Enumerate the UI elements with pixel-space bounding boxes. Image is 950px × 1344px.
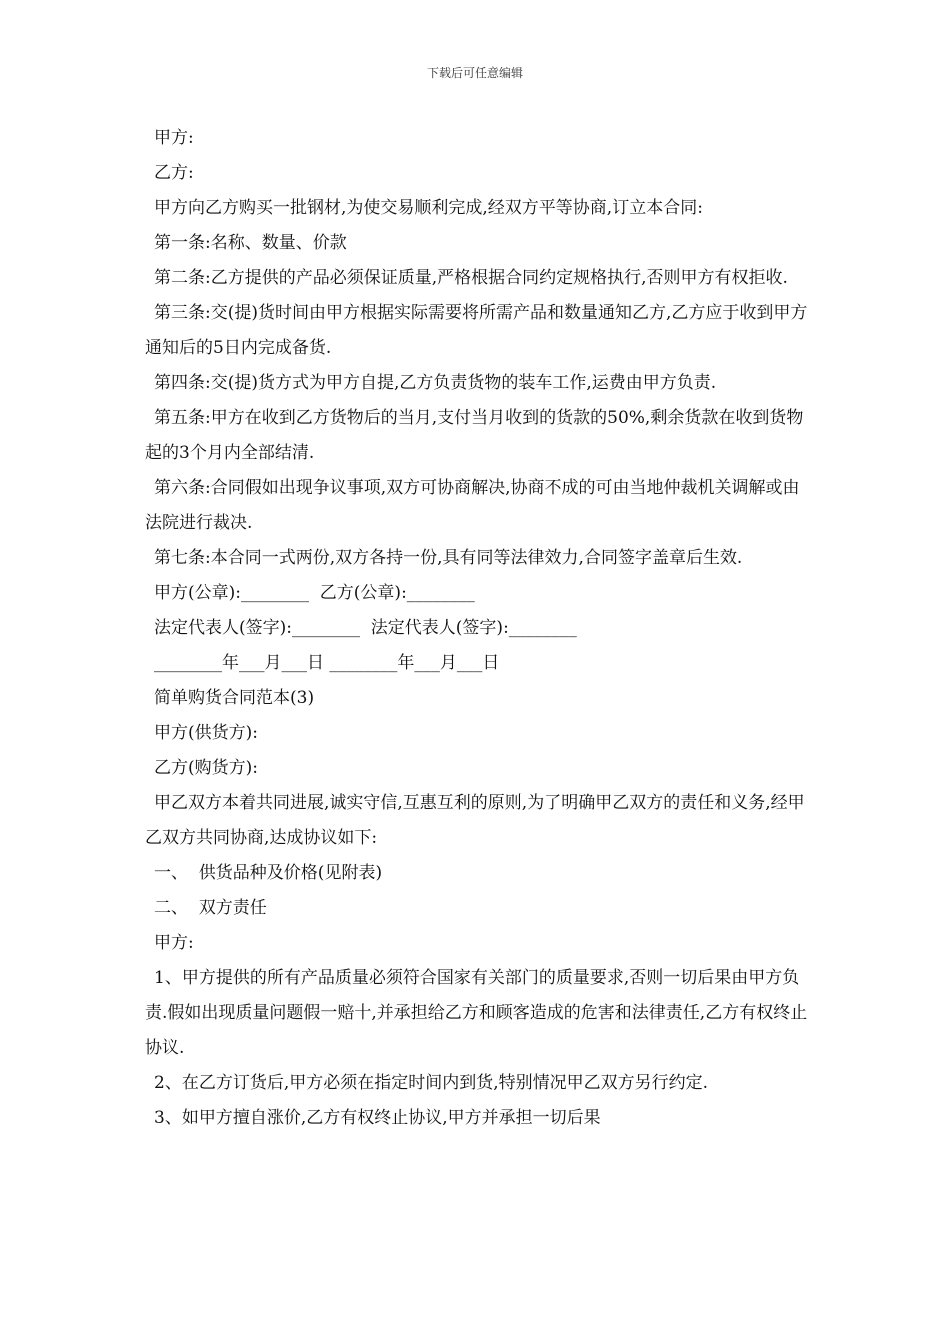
clause-3: 第三条:交(提)货时间由甲方根据实际需要将所需产品和数量通知乙方,乙方应于收到甲方通知后的5日内完成备货.: [145, 303, 808, 358]
document-body: [145, 121, 810, 1136]
party-a-label: 甲方:: [154, 128, 194, 148]
date-line: ________年___月___日 ________年___月___日: [154, 653, 500, 673]
purchaser-label: 乙方(购货方):: [154, 758, 258, 778]
clause-4: 第四条:交(提)货方式为甲方自提,乙方负责货物的装车工作,运费由甲方负责.: [154, 373, 717, 393]
clause-5: 第五条:甲方在收到乙方货物后的当月,支付当月收到的货款的50%,剩余货款在收到货物起的3个月内全部结清.: [145, 408, 804, 463]
signature-line: 法定代表人(签字):________ 法定代表人(签字):________: [154, 618, 577, 638]
item-2-heading: 二、 双方责任: [154, 898, 267, 918]
contract-preamble: 甲方向乙方购买一批钢材,为使交易顺利完成,经双方平等协商,订立本合同:: [154, 198, 703, 218]
duty-1: 1、甲方提供的所有产品质量必须符合国家有关部门的质量要求,否则一切后果由甲方负责.假如出现质量问题假一赔十,并承担给乙方和顾客造成的危害和法律责任,乙方有权终止协议.: [145, 968, 808, 1058]
party-b-label: 乙方:: [154, 163, 194, 183]
agreement-preamble: 甲乙双方本着共同进展,诚实守信,互惠互利的原则,为了明确甲乙双方的责任和义务,经甲乙双方共同协商,达成协议如下:: [145, 793, 805, 848]
clause-1: 第一条:名称、数量、价款: [154, 233, 347, 253]
clause-7: 第七条:本合同一式两份,双方各持一份,具有同等法律效力,合同签字盖章后生效.: [154, 548, 743, 568]
section-title: 简单购货合同范本(3): [154, 688, 315, 708]
clause-2: 第二条:乙方提供的产品必须保证质量,严格根据合同约定规格执行,否则甲方有权拒收.: [154, 268, 788, 288]
item-1-heading: 一、 供货品种及价格(见附表): [154, 863, 383, 883]
supplier-label: 甲方(供货方):: [154, 723, 258, 743]
page-header-watermark: 下载后可任意编辑: [426, 66, 523, 80]
duty-2: 2、在乙方订货后,甲方必须在指定时间内到货,特别情况甲乙双方另行约定.: [154, 1073, 709, 1093]
clause-6: 第六条:合同假如出现争议事项,双方可协商解决,协商不成的可由当地仲裁机关调解或由法院进行裁决.: [145, 478, 800, 533]
duty-3: 3、如甲方擅自涨价,乙方有权终止协议,甲方并承担一切后果: [154, 1108, 601, 1128]
party-a-duties-label: 甲方:: [154, 933, 194, 953]
seal-line: 甲方(公章):________ 乙方(公章):________: [154, 583, 475, 603]
